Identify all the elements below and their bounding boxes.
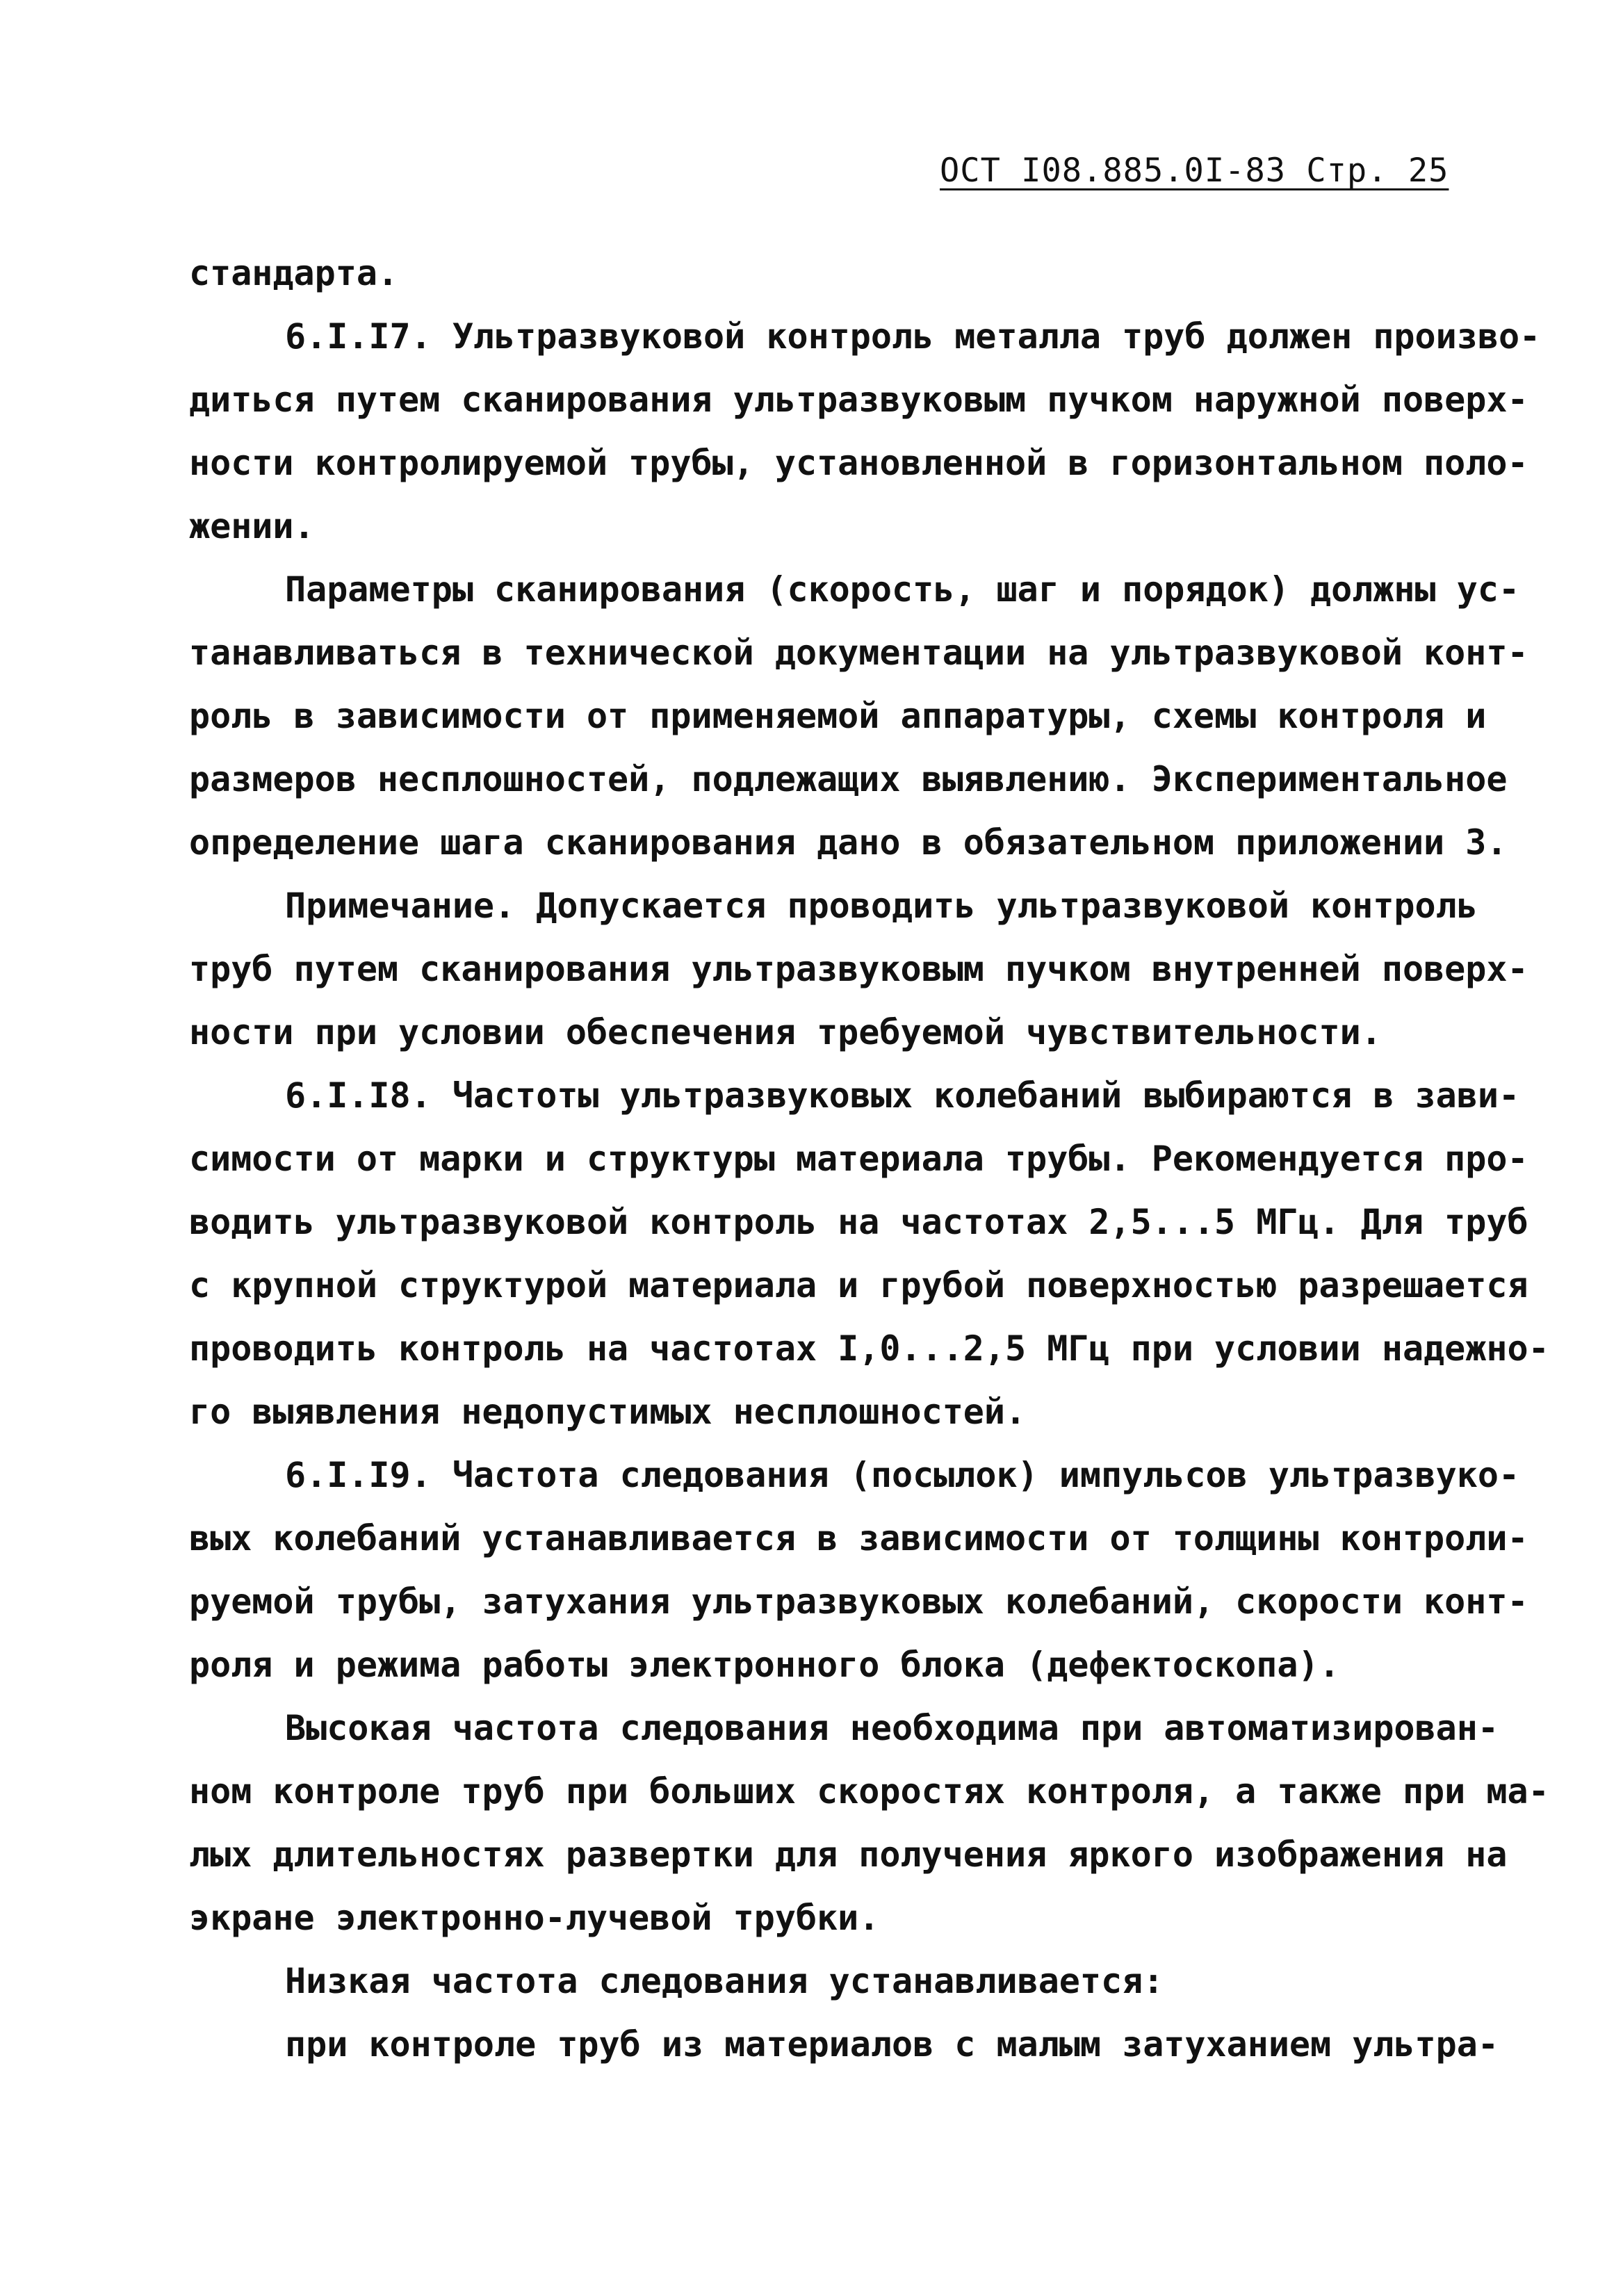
text-line: Параметры сканирования (скорость, шаг и порядок) должны ус- [285,569,1520,610]
text-line: определение шага сканирования дано в обязательном приложении 3. [189,822,1508,863]
text-line: роль в зависимости от применяемой аппаратуры, схемы контроля и [189,696,1487,736]
text-line: ном контроле труб при больших скоростях контроля, а также при ма- [189,1771,1549,1811]
text-line: 6.I.I9. Частота следования (посылок) импульсов ультразвуко- [285,1455,1520,1495]
text-line: при контроле труб из материалов с малым затуханием ультра- [285,2024,1499,2065]
text-line: труб путем сканирования ультразвуковым пучком внутренней поверх- [189,949,1528,989]
text-line: руемой трубы, затухания ультразвуковых колебаний, скорости конт- [189,1581,1528,1622]
text-line: роля и режима работы электронного блока (дефектоскопа). [189,1645,1340,1685]
text-line: экране электронно-лучевой трубки. [189,1898,880,1938]
text-line: жении. [189,506,315,546]
text-line: проводить контроль на частотах I,0...2,5 МГц при условии надежно- [189,1328,1549,1369]
text-line: ности контролируемой трубы, установленной в горизонтальном поло- [189,443,1528,483]
text-line: Низкая частота следования устанавливается: [285,1961,1164,2001]
text-line: лых длительностях развертки для получения яркого изображения на [189,1834,1508,1875]
text-line: 6.I.I8. Частоты ультразвуковых колебаний выбираются в зави- [285,1075,1520,1116]
page-header: ОСТ I08.885.0I-83 Стр. 25 [940,152,1449,190]
document-body [189,242,1549,2076]
text-line: симости от марки и структуры материала трубы. Рекомендуется про- [189,1139,1528,1179]
text-line: го выявления недопустимых несплошностей. [189,1392,1027,1432]
text-line: Высокая частота следования необходима при автоматизирован- [285,1708,1499,1748]
text-line: диться путем сканирования ультразвуковым пучком наружной поверх- [189,380,1528,420]
text-line: размеров несплошностей, подлежащих выявлению. Экспериментальное [189,759,1508,799]
text-line: 6.I.I7. Ультразвуковой контроль металла труб должен произво- [285,316,1541,357]
text-line: водить ультразвуковой контроль на частотах 2,5...5 МГц. Для труб [189,1202,1528,1242]
text-line: ности при условии обеспечения требуемой чувствительности. [189,1012,1382,1052]
text-line: танавливаться в технической документации на ультразвуковой конт- [189,633,1528,673]
text-line: вых колебаний устанавливается в зависимости от толщины контроли- [189,1518,1528,1558]
text-line: Примечание. Допускается проводить ультразвуковой контроль [285,886,1478,926]
text-line: стандарта. [189,253,399,293]
text-line: с крупной структурой материала и грубой поверхностью разрешается [189,1265,1528,1305]
